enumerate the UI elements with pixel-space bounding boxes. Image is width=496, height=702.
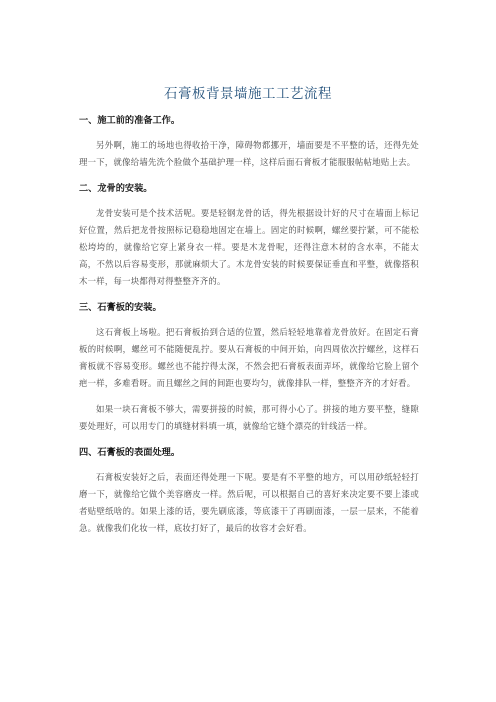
section-paragraph: 这石膏板上场啦。把石膏板抬到合适的位置，然后轻轻地靠着龙骨放好。在固定石膏板的时候啊，螺丝可不能随便乱拧。要从石膏板的中间开始，向四周依次拧螺丝，这样石膏板就不容易变形。螺丝也不能拧得太深，不然会把石膏板表面弄坏，就像给它脸上留个疤一样，多难看呀。而且螺丝之间的间距也要均匀，就像排队一样，整整齐齐的才好看。 — [79, 327, 419, 388]
document-body — [79, 114, 419, 537]
section-paragraph: 另外啊，施工的场地也得收拾干净，障碍物都挪开，墙面要是不平整的话，还得先处理一下，就像给墙先洗个脸做个基础护理一样，这样后面石膏板才能服服帖帖地贴上去。 — [79, 140, 419, 167]
section-paragraph: 龙骨安装可是个技术活呢。要是轻钢龙骨的话，得先根据设计好的尺寸在墙面上标记好位置，然后把龙骨按照标记稳稳地固定在墙上。固定的时候啊，螺丝要拧紧，可不能松松垮垮的，就像给它穿上紧身衣一样。要是木龙骨呢，还得注意木材的含水率，不能太高，不然以后容易变形，那就麻烦大了。木龙骨安装的时候要保证垂直和平整，就像搭积木一样，每一块都得对得整整齐齐的。 — [79, 208, 419, 286]
section-heading-board-installation: 三、石膏板的安装。 — [79, 302, 162, 313]
section-heading-keel-installation: 二、龙骨的安装。 — [79, 183, 153, 194]
section-paragraph: 石膏板安装好之后，表面还得处理一下呢。要是有不平整的地方，可以用砂纸轻轻打磨一下，就像给它做个美容磨皮一样。然后呢，可以根据自己的喜好来决定要不要上漆或者贴壁纸啥的。如果上漆的话，要先刷底漆，等底漆干了再刷面漆，一层一层来，不能着急。就像我们化妆一样，底妆打好了，最后的妆容才会好看。 — [79, 472, 419, 533]
section-paragraph: 如果一块石膏板不够大，需要拼接的时候，那可得小心了。拼接的地方要平整，缝隙要处理好，可以用专门的填缝材料填一填，就像给它缝个漂亮的针线活一样。 — [79, 404, 419, 431]
section-heading-surface-treatment: 四、石膏板的表面处理。 — [79, 447, 181, 458]
section-heading-preparation: 一、施工前的准备工作。 — [79, 115, 181, 126]
document-title: 石膏板背景墙施工工艺流程 — [164, 86, 332, 102]
